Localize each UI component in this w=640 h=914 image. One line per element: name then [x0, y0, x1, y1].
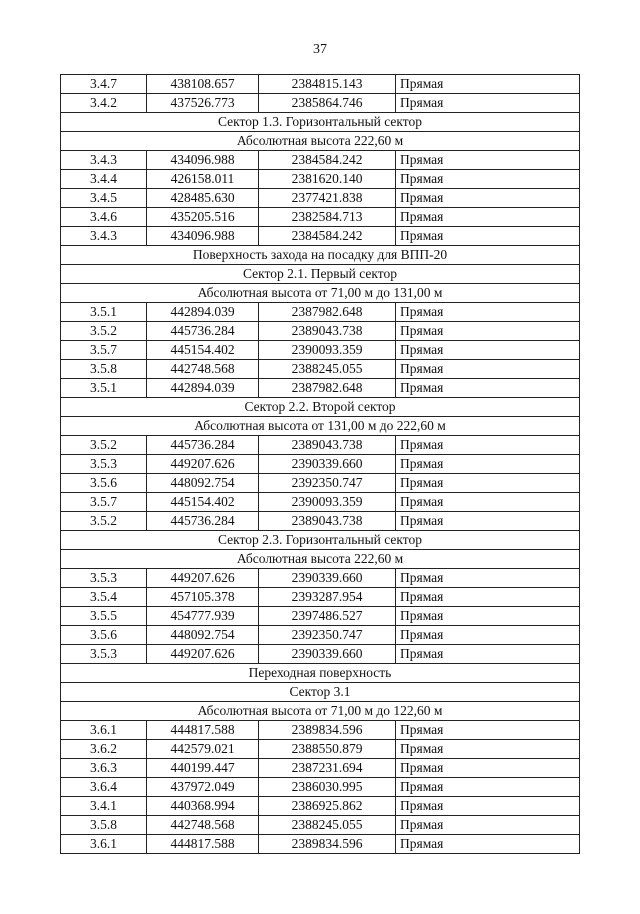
x-coordinate-cell: 426158.011	[147, 170, 259, 189]
y-coordinate-cell: 2388550.879	[259, 740, 396, 759]
section-heading-row	[61, 664, 580, 683]
table-row	[61, 94, 580, 113]
y-coordinate-cell: 2388245.055	[259, 360, 396, 379]
line-type-cell: Прямая	[396, 75, 580, 94]
x-coordinate-cell: 454777.939	[147, 607, 259, 626]
x-coordinate-cell: 445736.284	[147, 436, 259, 455]
y-coordinate-cell: 2392350.747	[259, 474, 396, 493]
y-coordinate-cell: 2384584.242	[259, 227, 396, 246]
line-type-cell: Прямая	[396, 189, 580, 208]
x-coordinate-cell: 445154.402	[147, 341, 259, 360]
page-number: 37	[313, 42, 327, 57]
y-coordinate-cell: 2381620.140	[259, 170, 396, 189]
line-type-cell: Прямая	[396, 778, 580, 797]
section-heading: Сектор 2.2. Второй сектор	[61, 398, 580, 417]
line-type-cell: Прямая	[396, 816, 580, 835]
point-number-cell: 3.5.2	[61, 436, 147, 455]
x-coordinate-cell: 442579.021	[147, 740, 259, 759]
y-coordinate-cell: 2389834.596	[259, 835, 396, 854]
point-number-cell: 3.5.3	[61, 455, 147, 474]
point-number-cell: 3.5.7	[61, 341, 147, 360]
section-heading: Сектор 3.1	[61, 683, 580, 702]
x-coordinate-cell: 448092.754	[147, 474, 259, 493]
table-row	[61, 322, 580, 341]
x-coordinate-cell: 449207.626	[147, 645, 259, 664]
table-row	[61, 607, 580, 626]
y-coordinate-cell: 2390339.660	[259, 455, 396, 474]
y-coordinate-cell: 2389043.738	[259, 512, 396, 531]
line-type-cell: Прямая	[396, 759, 580, 778]
x-coordinate-cell: 435205.516	[147, 208, 259, 227]
point-number-cell: 3.6.3	[61, 759, 147, 778]
section-heading: Сектор 2.3. Горизонтальный сектор	[61, 531, 580, 550]
point-number-cell: 3.6.2	[61, 740, 147, 759]
point-number-cell: 3.5.8	[61, 360, 147, 379]
section-heading-row	[61, 702, 580, 721]
line-type-cell: Прямая	[396, 379, 580, 398]
line-type-cell: Прямая	[396, 721, 580, 740]
section-heading: Абсолютная высота 222,60 м	[61, 550, 580, 569]
point-number-cell: 3.4.4	[61, 170, 147, 189]
point-number-cell: 3.5.8	[61, 816, 147, 835]
line-type-cell: Прямая	[396, 835, 580, 854]
y-coordinate-cell: 2390339.660	[259, 569, 396, 588]
table-row	[61, 436, 580, 455]
y-coordinate-cell: 2385864.746	[259, 94, 396, 113]
table-row	[61, 474, 580, 493]
line-type-cell: Прямая	[396, 740, 580, 759]
line-type-cell: Прямая	[396, 436, 580, 455]
section-heading-row	[61, 132, 580, 151]
section-heading-row	[61, 265, 580, 284]
table-row	[61, 797, 580, 816]
table-row	[61, 626, 580, 645]
line-type-cell: Прямая	[396, 303, 580, 322]
point-number-cell: 3.4.1	[61, 797, 147, 816]
x-coordinate-cell: 445154.402	[147, 493, 259, 512]
table-row	[61, 740, 580, 759]
line-type-cell: Прямая	[396, 588, 580, 607]
point-number-cell: 3.4.7	[61, 75, 147, 94]
point-number-cell: 3.5.7	[61, 493, 147, 512]
table-row	[61, 759, 580, 778]
point-number-cell: 3.6.1	[61, 835, 147, 854]
coordinates-table	[60, 74, 580, 854]
point-number-cell: 3.4.3	[61, 227, 147, 246]
x-coordinate-cell: 440368.994	[147, 797, 259, 816]
x-coordinate-cell: 442894.039	[147, 379, 259, 398]
x-coordinate-cell: 448092.754	[147, 626, 259, 645]
line-type-cell: Прямая	[396, 493, 580, 512]
x-coordinate-cell: 437972.049	[147, 778, 259, 797]
table-row	[61, 569, 580, 588]
x-coordinate-cell: 442748.568	[147, 816, 259, 835]
line-type-cell: Прямая	[396, 208, 580, 227]
table-row	[61, 379, 580, 398]
section-heading-row	[61, 284, 580, 303]
table-row	[61, 512, 580, 531]
table-row	[61, 227, 580, 246]
point-number-cell: 3.6.1	[61, 721, 147, 740]
y-coordinate-cell: 2386030.995	[259, 778, 396, 797]
table-row	[61, 170, 580, 189]
x-coordinate-cell: 442894.039	[147, 303, 259, 322]
y-coordinate-cell: 2387982.648	[259, 303, 396, 322]
line-type-cell: Прямая	[396, 607, 580, 626]
point-number-cell: 3.5.1	[61, 303, 147, 322]
table-row	[61, 816, 580, 835]
section-heading: Переходная поверхность	[61, 664, 580, 683]
line-type-cell: Прямая	[396, 94, 580, 113]
table-row	[61, 189, 580, 208]
table-row	[61, 341, 580, 360]
x-coordinate-cell: 445736.284	[147, 322, 259, 341]
x-coordinate-cell: 438108.657	[147, 75, 259, 94]
point-number-cell: 3.4.2	[61, 94, 147, 113]
line-type-cell: Прямая	[396, 227, 580, 246]
x-coordinate-cell: 457105.378	[147, 588, 259, 607]
table-row	[61, 588, 580, 607]
y-coordinate-cell: 2390093.359	[259, 341, 396, 360]
x-coordinate-cell: 440199.447	[147, 759, 259, 778]
point-number-cell: 3.5.5	[61, 607, 147, 626]
x-coordinate-cell: 444817.588	[147, 721, 259, 740]
section-heading: Абсолютная высота 222,60 м	[61, 132, 580, 151]
line-type-cell: Прямая	[396, 645, 580, 664]
y-coordinate-cell: 2388245.055	[259, 816, 396, 835]
x-coordinate-cell: 428485.630	[147, 189, 259, 208]
line-type-cell: Прямая	[396, 569, 580, 588]
x-coordinate-cell: 445736.284	[147, 512, 259, 531]
table-row	[61, 208, 580, 227]
line-type-cell: Прямая	[396, 626, 580, 645]
section-heading-row	[61, 398, 580, 417]
line-type-cell: Прямая	[396, 512, 580, 531]
y-coordinate-cell: 2387231.694	[259, 759, 396, 778]
section-heading: Сектор 2.1. Первый сектор	[61, 265, 580, 284]
table-row	[61, 493, 580, 512]
x-coordinate-cell: 449207.626	[147, 569, 259, 588]
point-number-cell: 3.5.4	[61, 588, 147, 607]
y-coordinate-cell: 2389043.738	[259, 436, 396, 455]
section-heading-row	[61, 683, 580, 702]
y-coordinate-cell: 2389043.738	[259, 322, 396, 341]
coordinates-table-body	[61, 75, 580, 854]
x-coordinate-cell: 444817.588	[147, 835, 259, 854]
table-row	[61, 645, 580, 664]
line-type-cell: Прямая	[396, 170, 580, 189]
section-heading-row	[61, 417, 580, 436]
section-heading: Абсолютная высота от 71,00 м до 122,60 м	[61, 702, 580, 721]
table-row	[61, 778, 580, 797]
section-heading-row	[61, 113, 580, 132]
table-row	[61, 455, 580, 474]
y-coordinate-cell: 2392350.747	[259, 626, 396, 645]
point-number-cell: 3.5.6	[61, 474, 147, 493]
table-row	[61, 721, 580, 740]
y-coordinate-cell: 2384815.143	[259, 75, 396, 94]
y-coordinate-cell: 2377421.838	[259, 189, 396, 208]
table-row	[61, 360, 580, 379]
x-coordinate-cell: 434096.988	[147, 151, 259, 170]
y-coordinate-cell: 2386925.862	[259, 797, 396, 816]
y-coordinate-cell: 2389834.596	[259, 721, 396, 740]
line-type-cell: Прямая	[396, 797, 580, 816]
section-heading: Поверхность захода на посадку для ВПП-20	[61, 246, 580, 265]
section-heading: Абсолютная высота от 131,00 м до 222,60 м	[61, 417, 580, 436]
x-coordinate-cell: 437526.773	[147, 94, 259, 113]
section-heading: Абсолютная высота от 71,00 м до 131,00 м	[61, 284, 580, 303]
y-coordinate-cell: 2390339.660	[259, 645, 396, 664]
y-coordinate-cell: 2397486.527	[259, 607, 396, 626]
point-number-cell: 3.6.4	[61, 778, 147, 797]
section-heading-row	[61, 246, 580, 265]
table-row	[61, 303, 580, 322]
x-coordinate-cell: 442748.568	[147, 360, 259, 379]
point-number-cell: 3.5.3	[61, 645, 147, 664]
line-type-cell: Прямая	[396, 322, 580, 341]
x-coordinate-cell: 434096.988	[147, 227, 259, 246]
line-type-cell: Прямая	[396, 341, 580, 360]
point-number-cell: 3.5.6	[61, 626, 147, 645]
line-type-cell: Прямая	[396, 474, 580, 493]
point-number-cell: 3.5.1	[61, 379, 147, 398]
table-row	[61, 75, 580, 94]
table-row	[61, 151, 580, 170]
y-coordinate-cell: 2384584.242	[259, 151, 396, 170]
point-number-cell: 3.4.6	[61, 208, 147, 227]
section-heading-row	[61, 531, 580, 550]
line-type-cell: Прямая	[396, 151, 580, 170]
y-coordinate-cell: 2387982.648	[259, 379, 396, 398]
y-coordinate-cell: 2393287.954	[259, 588, 396, 607]
y-coordinate-cell: 2382584.713	[259, 208, 396, 227]
point-number-cell: 3.5.2	[61, 322, 147, 341]
section-heading: Сектор 1.3. Горизонтальный сектор	[61, 113, 580, 132]
point-number-cell: 3.4.5	[61, 189, 147, 208]
table-row	[61, 835, 580, 854]
point-number-cell: 3.5.3	[61, 569, 147, 588]
line-type-cell: Прямая	[396, 360, 580, 379]
section-heading-row	[61, 550, 580, 569]
x-coordinate-cell: 449207.626	[147, 455, 259, 474]
point-number-cell: 3.4.3	[61, 151, 147, 170]
line-type-cell: Прямая	[396, 455, 580, 474]
point-number-cell: 3.5.2	[61, 512, 147, 531]
y-coordinate-cell: 2390093.359	[259, 493, 396, 512]
